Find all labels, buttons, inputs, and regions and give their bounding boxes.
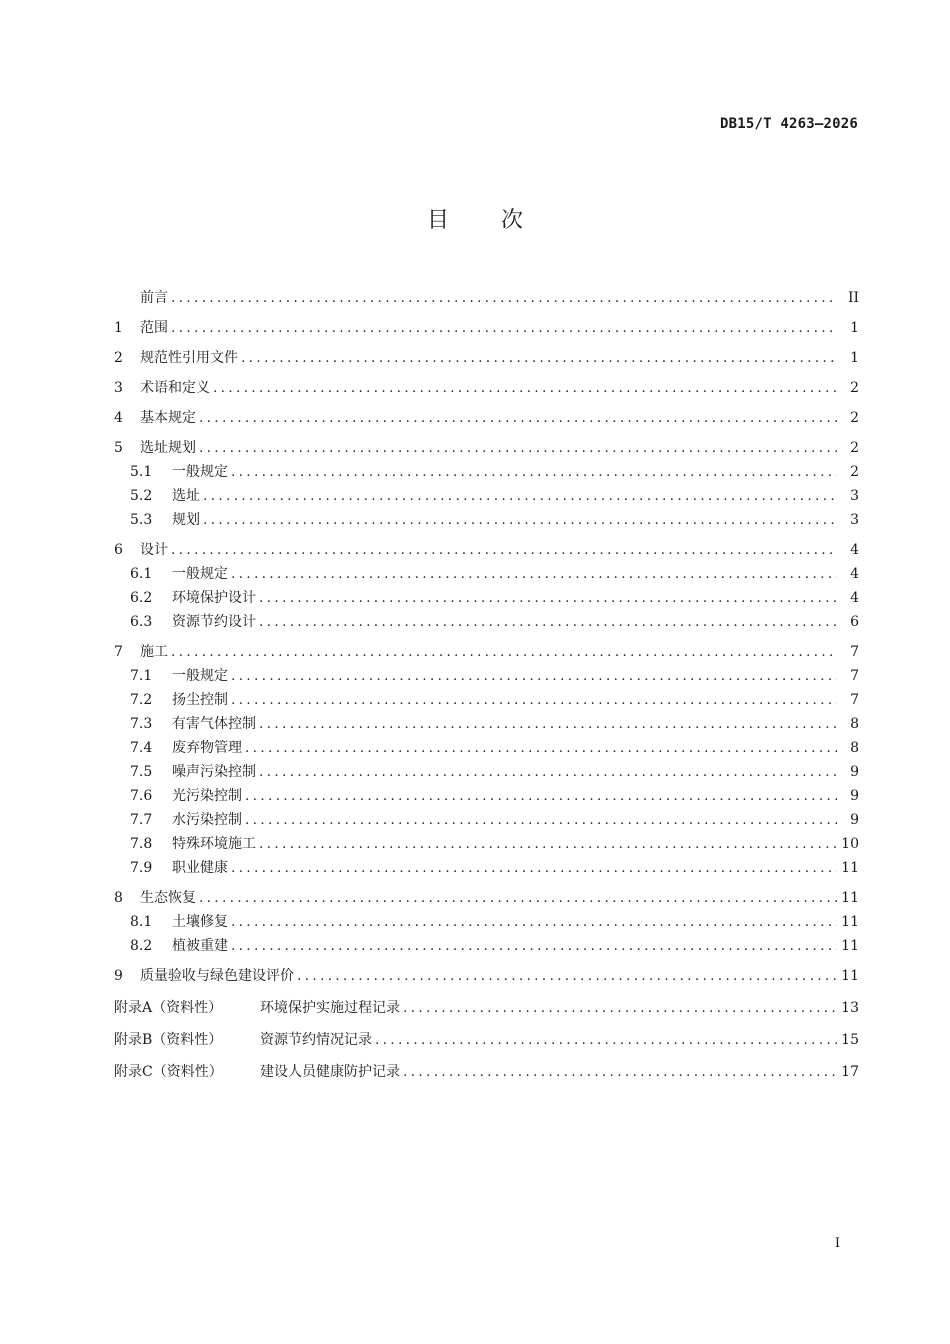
toc-entry-label: 设计 bbox=[140, 542, 168, 558]
toc-dot-leader bbox=[231, 934, 837, 958]
toc-entry-number: 7.5 bbox=[130, 764, 153, 780]
toc-page-number: 7 bbox=[850, 644, 859, 660]
toc-entry[interactable] bbox=[114, 460, 859, 484]
toc-entry-number: 7.6 bbox=[130, 788, 153, 804]
toc-page-number: 3 bbox=[850, 512, 859, 528]
toc-entry-number: 6.2 bbox=[130, 590, 153, 606]
toc-entry-number: 8 bbox=[114, 890, 123, 906]
page-number: I bbox=[834, 1236, 840, 1251]
toc-entry-label: 噪声污染控制 bbox=[172, 764, 256, 780]
toc-dot-leader bbox=[403, 996, 837, 1020]
toc-entry-number: 7.4 bbox=[130, 740, 153, 756]
toc-dot-leader bbox=[213, 376, 837, 400]
toc-entry-label: 前言 bbox=[140, 290, 168, 306]
toc-page-number: 9 bbox=[850, 812, 859, 828]
toc-appendix-prefix: 附录C（资料性） bbox=[114, 1064, 223, 1080]
toc-page-number: 1 bbox=[850, 320, 859, 336]
toc-entry-label: 选址 bbox=[172, 488, 200, 504]
toc-dot-leader bbox=[231, 910, 837, 934]
toc-entry[interactable] bbox=[114, 538, 859, 562]
toc-entry[interactable] bbox=[114, 640, 859, 664]
toc-page-number: 7 bbox=[850, 668, 859, 684]
toc-entry[interactable] bbox=[114, 886, 859, 910]
toc-entry[interactable] bbox=[114, 664, 859, 688]
toc-entry-label: 植被重建 bbox=[172, 938, 228, 954]
toc-entry-number: 6.1 bbox=[130, 566, 153, 582]
toc-page-number: 4 bbox=[850, 590, 859, 606]
standard-number: DB15/T 4263—2026 bbox=[719, 116, 858, 132]
toc-page-number: 1 bbox=[850, 350, 859, 366]
toc-entry-number: 5.3 bbox=[130, 512, 153, 528]
toc-dot-leader bbox=[171, 538, 837, 562]
toc-entry-label: 规划 bbox=[172, 512, 200, 528]
toc-dot-leader bbox=[245, 808, 837, 832]
toc-dot-leader bbox=[245, 784, 837, 808]
toc-entry-label: 特殊环境施工 bbox=[172, 836, 256, 852]
toc-page-number: 7 bbox=[850, 692, 859, 708]
toc-entry-label: 范围 bbox=[140, 320, 168, 336]
toc-appendix-prefix: 附录B（资料性） bbox=[114, 1032, 223, 1048]
toc-page-number: 4 bbox=[850, 566, 859, 582]
toc-entry-label: 基本规定 bbox=[140, 410, 196, 426]
toc-entry-number: 1 bbox=[114, 320, 123, 336]
toc-page-number: 2 bbox=[850, 380, 859, 396]
toc-appendix-title: 资源节约情况记录 bbox=[260, 1032, 372, 1048]
toc-page-number: 13 bbox=[841, 1000, 859, 1016]
toc-page-number: II bbox=[847, 290, 859, 306]
toc-entry-label: 有害气体控制 bbox=[172, 716, 256, 732]
toc-entry[interactable] bbox=[114, 760, 859, 784]
toc-dot-leader bbox=[231, 460, 837, 484]
toc-page-number: 2 bbox=[850, 440, 859, 456]
toc-dot-leader bbox=[403, 1060, 837, 1084]
toc-entry[interactable] bbox=[114, 610, 859, 634]
toc-appendix-title: 环境保护实施过程记录 bbox=[260, 1000, 400, 1016]
toc-entry[interactable] bbox=[114, 964, 859, 988]
toc-entry[interactable] bbox=[114, 712, 859, 736]
toc-entry-label bbox=[114, 1028, 372, 1052]
toc-entry[interactable] bbox=[114, 508, 859, 532]
toc-entry-label: 环境保护设计 bbox=[172, 590, 256, 606]
toc-entry-label: 质量验收与绿色建设评价 bbox=[140, 968, 294, 984]
toc-entry-number: 9 bbox=[114, 968, 123, 984]
toc-entry-number: 7.9 bbox=[130, 860, 153, 876]
page-title: 目次 bbox=[426, 208, 575, 233]
toc-entry-label: 光污染控制 bbox=[172, 788, 242, 804]
table-of-contents bbox=[114, 286, 859, 1084]
toc-entry[interactable] bbox=[114, 586, 859, 610]
toc-entry-label bbox=[114, 996, 400, 1020]
toc-dot-leader bbox=[203, 508, 837, 532]
toc-entry-label: 一般规定 bbox=[172, 566, 228, 582]
toc-entry-label: 规范性引用文件 bbox=[140, 350, 238, 366]
toc-entry-label: 选址规划 bbox=[140, 440, 196, 456]
toc-dot-leader bbox=[199, 406, 837, 430]
toc-entry-label: 职业健康 bbox=[172, 860, 228, 876]
toc-dot-leader bbox=[259, 586, 837, 610]
toc-dot-leader bbox=[259, 610, 837, 634]
toc-dot-leader bbox=[259, 712, 837, 736]
toc-entry-number: 5.1 bbox=[130, 464, 153, 480]
toc-dot-leader bbox=[259, 832, 837, 856]
toc-entry-number: 7 bbox=[114, 644, 123, 660]
toc-page-number: 9 bbox=[850, 764, 859, 780]
toc-dot-leader bbox=[245, 736, 837, 760]
toc-dot-leader bbox=[231, 562, 837, 586]
toc-page-number: 8 bbox=[850, 716, 859, 732]
toc-entry[interactable] bbox=[114, 736, 859, 760]
toc-appendix-title: 建设人员健康防护记录 bbox=[260, 1064, 400, 1080]
toc-page-number: 6 bbox=[850, 614, 859, 630]
toc-page-number: 2 bbox=[850, 410, 859, 426]
toc-dot-leader bbox=[171, 286, 837, 310]
toc-entry-number: 5 bbox=[114, 440, 123, 456]
toc-entry-number: 7.2 bbox=[130, 692, 153, 708]
toc-dot-leader bbox=[171, 316, 837, 340]
toc-page-number: 9 bbox=[850, 788, 859, 804]
toc-entry[interactable] bbox=[114, 832, 859, 856]
toc-appendix-entry[interactable] bbox=[114, 1028, 859, 1052]
toc-entry-label: 土壤修复 bbox=[172, 914, 228, 930]
toc-entry-number: 6 bbox=[114, 542, 123, 558]
toc-dot-leader bbox=[231, 664, 837, 688]
toc-page-number: 4 bbox=[850, 542, 859, 558]
toc-page-number: 11 bbox=[841, 914, 859, 930]
toc-dot-leader bbox=[171, 640, 837, 664]
toc-entry-number: 6.3 bbox=[130, 614, 153, 630]
toc-page-number: 11 bbox=[841, 860, 859, 876]
toc-entry-number: 7.1 bbox=[130, 668, 153, 684]
toc-dot-leader bbox=[199, 886, 837, 910]
toc-entry-label: 扬尘控制 bbox=[172, 692, 228, 708]
toc-entry[interactable] bbox=[114, 286, 859, 310]
toc-dot-leader bbox=[231, 856, 837, 880]
toc-entry[interactable] bbox=[114, 934, 859, 958]
toc-appendix-prefix: 附录A（资料性） bbox=[114, 1000, 223, 1016]
toc-entry[interactable] bbox=[114, 856, 859, 880]
toc-dot-leader bbox=[297, 964, 837, 988]
toc-entry[interactable] bbox=[114, 784, 859, 808]
toc-entry-number: 3 bbox=[114, 380, 123, 396]
toc-page-number: 8 bbox=[850, 740, 859, 756]
toc-page-number: 11 bbox=[841, 968, 859, 984]
toc-page-number: 10 bbox=[841, 836, 859, 852]
toc-entry[interactable] bbox=[114, 808, 859, 832]
toc-dot-leader bbox=[375, 1028, 837, 1052]
toc-entry-label: 一般规定 bbox=[172, 668, 228, 684]
toc-entry-number: 5.2 bbox=[130, 488, 153, 504]
toc-page-number: 11 bbox=[841, 938, 859, 954]
toc-page-number: 15 bbox=[841, 1032, 859, 1048]
toc-page-number: 11 bbox=[841, 890, 859, 906]
toc-entry[interactable] bbox=[114, 910, 859, 934]
toc-dot-leader bbox=[203, 484, 837, 508]
toc-dot-leader bbox=[259, 760, 837, 784]
toc-entry-number: 7.3 bbox=[130, 716, 153, 732]
toc-dot-leader bbox=[199, 436, 837, 460]
toc-entry-label: 资源节约设计 bbox=[172, 614, 256, 630]
toc-entry[interactable] bbox=[114, 406, 859, 430]
toc-entry[interactable] bbox=[114, 688, 859, 712]
toc-entry[interactable] bbox=[114, 346, 859, 370]
toc-entry-number: 8.2 bbox=[130, 938, 153, 954]
toc-entry-label: 废弃物管理 bbox=[172, 740, 242, 756]
toc-dot-leader bbox=[231, 688, 837, 712]
toc-entry[interactable] bbox=[114, 316, 859, 340]
toc-entry-number: 7.7 bbox=[130, 812, 153, 828]
toc-entry[interactable] bbox=[114, 484, 859, 508]
toc-entry-label: 水污染控制 bbox=[172, 812, 242, 828]
toc-entry-number: 8.1 bbox=[130, 914, 153, 930]
toc-entry-label: 术语和定义 bbox=[140, 380, 210, 396]
toc-appendix-entry[interactable] bbox=[114, 1060, 859, 1084]
toc-page-number: 3 bbox=[850, 488, 859, 504]
toc-entry-label: 生态恢复 bbox=[140, 890, 196, 906]
toc-entry-number: 4 bbox=[114, 410, 123, 426]
toc-appendix-entry[interactable] bbox=[114, 996, 859, 1020]
toc-page-number: 17 bbox=[841, 1064, 859, 1080]
toc-entry[interactable] bbox=[114, 376, 859, 400]
toc-entry-label: 一般规定 bbox=[172, 464, 228, 480]
toc-entry[interactable] bbox=[114, 562, 859, 586]
toc-page-number: 2 bbox=[850, 464, 859, 480]
toc-dot-leader bbox=[241, 346, 837, 370]
toc-entry-number: 7.8 bbox=[130, 836, 153, 852]
toc-entry[interactable] bbox=[114, 436, 859, 460]
toc-entry-number: 2 bbox=[114, 350, 123, 366]
toc-entry-label: 施工 bbox=[140, 644, 168, 660]
toc-entry-label bbox=[114, 1060, 400, 1084]
